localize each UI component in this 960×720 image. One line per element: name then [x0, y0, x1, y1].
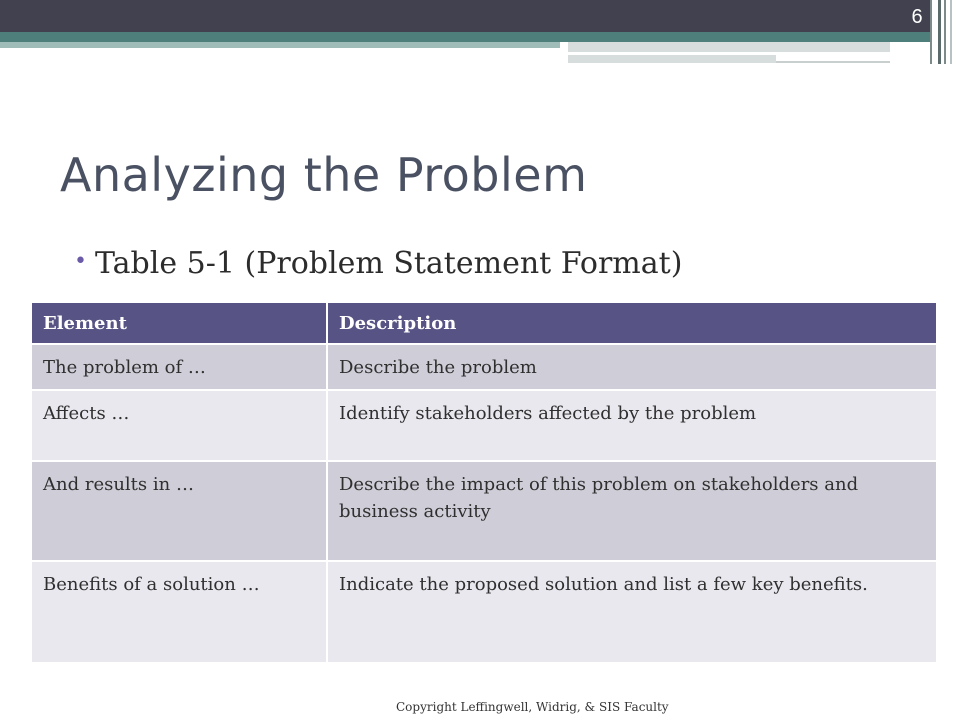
description-cell: Indicate the proposed solution and list a few key benefits.: [328, 562, 936, 664]
table-row: [32, 391, 936, 462]
element-cell: And results in …: [32, 462, 328, 562]
copyright-footer: Copyright Leffingwell, Widrig, & SIS Faculty: [396, 700, 669, 714]
header-thin-line: [776, 61, 890, 63]
table-row: [32, 562, 936, 664]
slide-number: 6: [911, 6, 923, 28]
table-row: [32, 462, 936, 562]
element-cell: Affects …: [32, 391, 328, 462]
header-band-teal: [0, 32, 930, 42]
bullet-text: Table 5-1 (Problem Statement Format): [94, 246, 683, 281]
bullet-dot-icon: •: [74, 249, 87, 274]
description-cell: Describe the problem: [328, 345, 936, 391]
header-vertical-line: [950, 0, 952, 64]
table-row: [32, 345, 936, 391]
header-band-teal-light: [0, 42, 560, 48]
element-cell: Benefits of a solution …: [32, 562, 328, 664]
problem-statement-table: [32, 303, 936, 664]
slide-title: Analyzing the Problem: [60, 148, 588, 202]
description-cell: Identify stakeholders affected by the problem: [328, 391, 936, 462]
column-header-description: Description: [328, 303, 936, 345]
header-band-grey: [568, 42, 890, 52]
header-band-grey-lower: [568, 55, 776, 63]
header-vertical-line: [930, 0, 932, 64]
column-header-element: Element: [32, 303, 328, 345]
header-vertical-line: [938, 0, 941, 64]
header-band-dark: [0, 0, 930, 32]
description-cell: Describe the impact of this problem on stakeholders and business activity: [328, 462, 936, 562]
table-header-row: [32, 303, 936, 345]
bullet-item: [74, 246, 682, 281]
element-cell: The problem of …: [32, 345, 328, 391]
header-vertical-line: [944, 0, 946, 64]
